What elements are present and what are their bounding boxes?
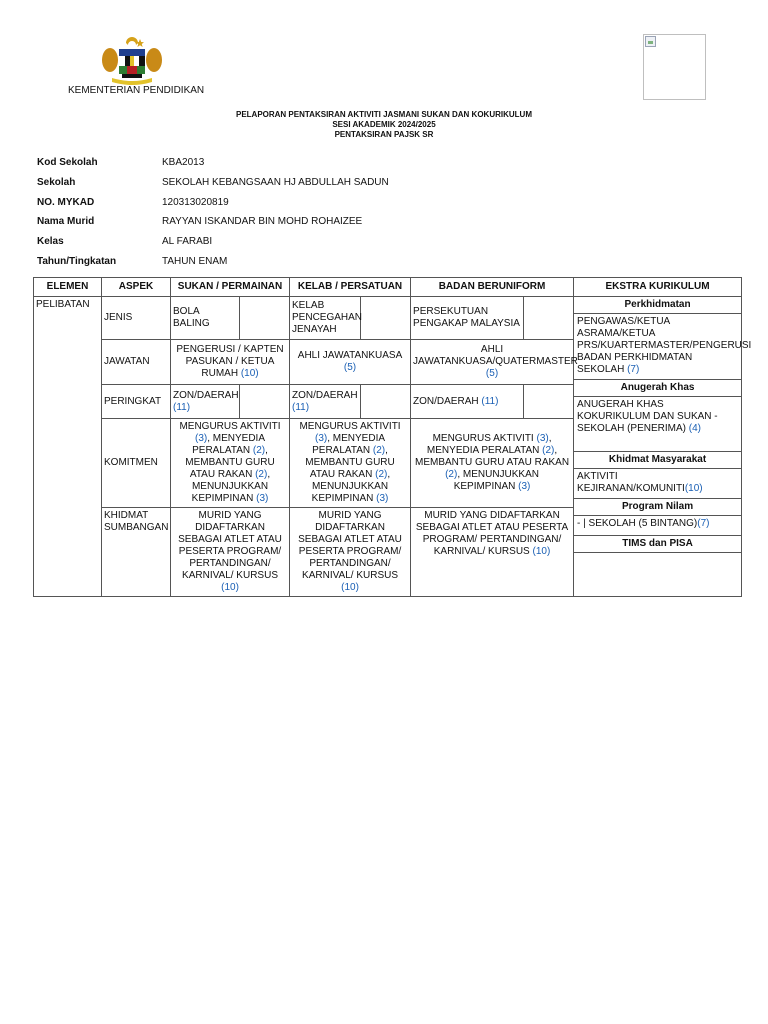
header-badan: BADAN BERUNIFORM bbox=[411, 278, 574, 297]
badan-peringkat-text: ZON/DAERAH bbox=[413, 395, 479, 407]
khidmat-text: MURID YANG DIDAFTARKAN SEBAGAI ATLET ATAU PESERTA PROGRAM/ PERTANDINGAN/ KARNIVAL/ KURSUS bbox=[298, 510, 402, 581]
ekstra-perkhidmatan-value bbox=[574, 314, 752, 380]
ekstra-nilam-score: (7) bbox=[697, 518, 710, 529]
header-kelab: KELAB / PERSATUAN bbox=[290, 278, 411, 297]
badan-peringkat-extra bbox=[524, 385, 574, 419]
badan-khidmat bbox=[411, 508, 574, 597]
kelab-jawatan-score: (5) bbox=[343, 362, 357, 373]
badan-jawatan-text: AHLI JAWATANKUASA/QUATERMASTER bbox=[413, 344, 578, 367]
info-value: 120313020819 bbox=[162, 196, 229, 208]
aspek-jenis: JENIS bbox=[102, 297, 171, 340]
info-label: Tahun/Tingkatan bbox=[37, 255, 117, 267]
komitmen-t1: MENGURUS AKTIVITI bbox=[432, 433, 534, 444]
kelab-jenis: KELAB PENCEGAHAN JENAYAH bbox=[290, 297, 361, 340]
header-elemen: ELEMEN bbox=[34, 278, 102, 297]
badan-jawatan bbox=[411, 340, 578, 385]
sukan-peringkat-score: (11) bbox=[173, 401, 191, 413]
komitmen-t3: , MEMBANTU GURU ATAU RAKAN bbox=[414, 445, 570, 468]
komitmen-s2: (2) bbox=[372, 445, 386, 456]
broken-image-icon bbox=[645, 36, 656, 47]
ekstra-khidmat-title: Khidmat Masyarakat bbox=[574, 452, 741, 469]
komitmen-t2: , MENYEDIA PERALATAN bbox=[312, 433, 386, 456]
report-subtitle: PENTAKSIRAN PAJSK SR bbox=[334, 130, 434, 139]
komitmen-s4: (3) bbox=[256, 493, 269, 504]
sukan-jenis: BOLA BALING bbox=[171, 297, 240, 340]
komitmen-s1: (3) bbox=[536, 433, 549, 444]
report-title: PELAPORAN PENTAKSIRAN AKTIVITI JASMANI SUKAN DAN KOKURIKULUM bbox=[235, 110, 532, 119]
report-heading bbox=[0, 110, 768, 140]
aspek-komitmen: KOMITMEN bbox=[102, 419, 171, 508]
kelab-peringkat bbox=[290, 385, 361, 419]
info-label: Nama Murid bbox=[37, 216, 95, 228]
ekstra-kurikulum-cell bbox=[574, 297, 752, 597]
komitmen-t3: , MEMBANTU GURU ATAU RAKAN bbox=[185, 445, 275, 480]
komitmen-t2: , MENYEDIA PERALATAN bbox=[426, 433, 552, 456]
info-label: Sekolah bbox=[37, 177, 76, 189]
info-label: NO. MYKAD bbox=[37, 196, 95, 208]
badan-komitmen bbox=[411, 419, 574, 508]
komitmen-s3: (2) bbox=[375, 469, 388, 480]
ministry-name: KEMENTERIAN PENDIDIKAN bbox=[68, 85, 205, 96]
info-row bbox=[37, 192, 389, 212]
info-label: Kod Sekolah bbox=[37, 157, 98, 169]
table-header-row bbox=[34, 278, 742, 297]
komitmen-s1: (3) bbox=[315, 433, 328, 444]
sukan-peringkat-extra bbox=[240, 385, 290, 419]
coat-of-arms-logo bbox=[98, 36, 166, 86]
broken-image-placeholder bbox=[643, 34, 706, 100]
kelab-jawatan bbox=[290, 340, 411, 385]
badan-jenis-extra bbox=[524, 297, 574, 340]
info-value: KBA2013 bbox=[162, 157, 205, 169]
komitmen-s4: (3) bbox=[376, 493, 389, 504]
badan-jawatan-score: (5) bbox=[485, 368, 499, 379]
ekstra-perkhidmatan-score: (7) bbox=[627, 364, 640, 375]
assessment-table bbox=[33, 277, 752, 597]
kelab-peringkat-text: ZON/DAERAH bbox=[292, 389, 358, 401]
ekstra-khidmat-text: AKTIVITI KEJIRANAN/KOMUNITI bbox=[577, 471, 685, 494]
khidmat-score: (10) bbox=[221, 582, 239, 593]
report-session: SESI AKADEMIK 2024/2025 bbox=[332, 120, 436, 129]
komitmen-s2: (2) bbox=[542, 445, 555, 456]
header-ekstra: EKSTRA KURIKULUM bbox=[574, 278, 742, 297]
komitmen-t1: MENGURUS AKTIVITI bbox=[179, 421, 281, 432]
info-row bbox=[37, 232, 389, 252]
info-value: SEKOLAH KEBANGSAAN HJ ABDULLAH SADUN bbox=[162, 177, 389, 189]
aspek-jawatan: JAWATAN bbox=[102, 340, 171, 385]
ekstra-anugerah-title: Anugerah Khas bbox=[574, 380, 741, 397]
khidmat-score: (10) bbox=[532, 546, 551, 557]
komitmen-t2: , MENYEDIA PERALATAN bbox=[192, 433, 266, 456]
komitmen-s1: (3) bbox=[194, 433, 208, 444]
sukan-peringkat bbox=[171, 385, 240, 419]
komitmen-s4: (3) bbox=[518, 481, 531, 492]
table-row bbox=[34, 297, 742, 340]
badan-peringkat bbox=[411, 385, 524, 419]
info-label: Kelas bbox=[37, 236, 64, 248]
kelab-khidmat bbox=[290, 508, 411, 597]
info-row bbox=[37, 173, 389, 193]
kelab-peringkat-extra bbox=[361, 385, 411, 419]
aspek-peringkat: PERINGKAT bbox=[102, 385, 171, 419]
ekstra-perkhidmatan-text: PENGAWAS/KETUA ASRAMA/KETUA PRS/KUARTERMASTER/PENGERUSI BADAN PERKHIDMATAN SEKOLAH bbox=[577, 316, 752, 375]
info-value: TAHUN ENAM bbox=[162, 255, 228, 267]
sukan-jenis-extra bbox=[240, 297, 290, 340]
komitmen-t1: MENGURUS AKTIVITI bbox=[299, 421, 401, 432]
info-row bbox=[37, 153, 389, 173]
ekstra-nilam-title: Program Nilam bbox=[574, 499, 741, 516]
info-row bbox=[37, 251, 389, 271]
badan-peringkat-score: (11) bbox=[481, 395, 499, 407]
kelab-peringkat-score: (11) bbox=[292, 401, 310, 413]
ekstra-anugerah-value bbox=[574, 397, 741, 452]
badan-jenis: PERSEKUTUAN PENGAKAP MALAYSIA bbox=[411, 297, 524, 340]
ekstra-khidmat-score: (10) bbox=[684, 483, 703, 494]
komitmen-t4: , MENUNJUKKAN KEPIMPINAN bbox=[311, 469, 391, 504]
ekstra-tims-title: TIMS dan PISA bbox=[574, 536, 741, 553]
info-row bbox=[37, 212, 389, 232]
kelab-jawatan-text: AHLI JAWATANKUASA bbox=[297, 350, 403, 361]
ekstra-perkhidmatan-title: Perkhidmatan bbox=[574, 297, 741, 314]
sukan-jawatan-score: (10) bbox=[240, 368, 259, 379]
kelab-komitmen bbox=[290, 419, 411, 508]
ekstra-nilam-value bbox=[574, 516, 741, 536]
khidmat-score: (10) bbox=[341, 582, 359, 593]
info-value: RAYYAN ISKANDAR BIN MOHD ROHAIZEE bbox=[162, 216, 363, 228]
khidmat-text: MURID YANG DIDAFTARKAN SEBAGAI ATLET ATAU PESERTA PROGRAM/ PERTANDINGAN/ KARNIVAL/ KURSUS bbox=[415, 510, 569, 557]
aspek-khidmat: KHIDMAT SUMBANGAN bbox=[102, 508, 171, 597]
ekstra-khidmat-value bbox=[574, 469, 741, 499]
sukan-jawatan-text: PENGERUSI / KAPTEN PASUKAN / KETUA RUMAH bbox=[176, 344, 284, 379]
sukan-jawatan bbox=[171, 340, 290, 385]
header-aspek: ASPEK bbox=[102, 278, 171, 297]
komitmen-t4: , MENUNJUKKAN KEPIMPINAN bbox=[453, 469, 539, 492]
sukan-komitmen bbox=[171, 419, 290, 508]
komitmen-s3: (2) bbox=[445, 469, 458, 480]
komitmen-s3: (2) bbox=[255, 469, 268, 480]
kelab-jenis-extra bbox=[361, 297, 411, 340]
ekstra-anugerah-score: (4) bbox=[688, 423, 701, 434]
khidmat-text: MURID YANG DIDAFTARKAN SEBAGAI ATLET ATAU PESERTA PROGRAM/ PERTANDINGAN/ KARNIVAL/ KURSUS bbox=[178, 510, 282, 581]
sukan-peringkat-text: ZON/DAERAH bbox=[173, 389, 239, 401]
sukan-khidmat bbox=[171, 508, 290, 597]
elemen-cell: PELIBATAN bbox=[34, 297, 102, 597]
student-info bbox=[37, 153, 389, 271]
header-sukan: SUKAN / PERMAINAN bbox=[171, 278, 290, 297]
komitmen-s2: (2) bbox=[252, 445, 266, 456]
komitmen-t4: , MENUNJUKKAN KEPIMPINAN bbox=[191, 469, 271, 504]
ekstra-anugerah-text: ANUGERAH KHAS KOKURIKULUM DAN SUKAN - SEKOLAH (PENERIMA) bbox=[577, 399, 718, 434]
info-value: AL FARABI bbox=[162, 236, 213, 248]
komitmen-t3: , MEMBANTU GURU ATAU RAKAN bbox=[305, 445, 395, 480]
ekstra-nilam-text: - | SEKOLAH (5 BINTANG) bbox=[577, 518, 698, 529]
